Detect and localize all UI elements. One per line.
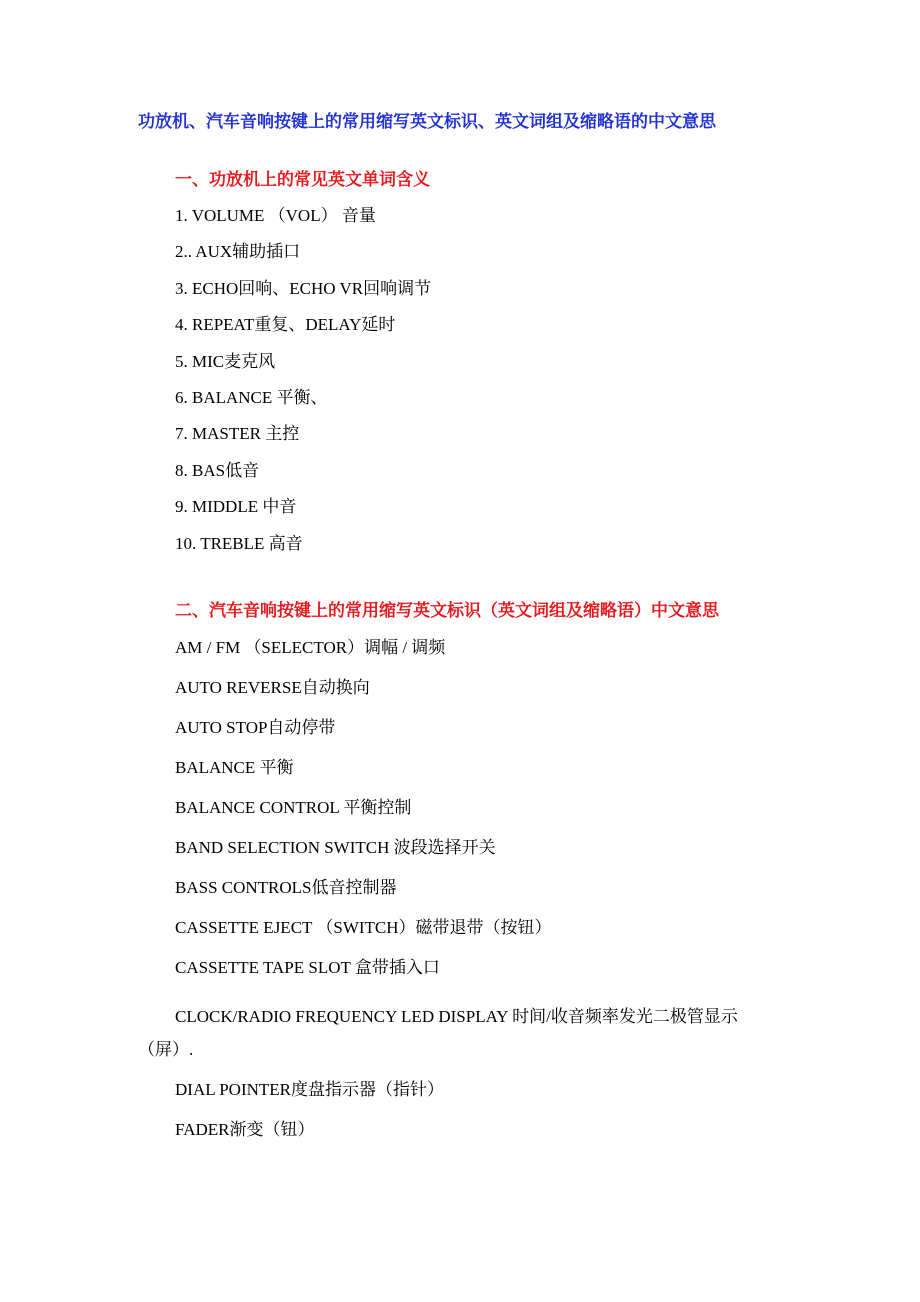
list-item: BALANCE CONTROL 平衡控制 [175, 798, 412, 817]
list-item: BASS CONTROLS低音控制器 [175, 878, 397, 897]
list-item: CASSETTE TAPE SLOT 盒带插入口 [175, 958, 440, 977]
list-item: 10. TREBLE 高音 [175, 534, 303, 553]
list-item: 7. MASTER 主控 [175, 424, 300, 443]
section-2-heading: 二、汽车音响按键上的常用缩写英文标识（英文词组及缩略语）中文意思 [175, 601, 719, 620]
list-item: 5. MIC麦克风 [175, 352, 276, 371]
section-1-heading: 一、功放机上的常见英文单词含义 [175, 170, 430, 189]
list-item: 4. REPEAT重复、DELAY延时 [175, 315, 396, 334]
list-item: 2.. AUX辅助插口 [175, 242, 301, 261]
list-item: 3. ECHO回响、ECHO VR回响调节 [175, 279, 432, 298]
list-item: DIAL POINTER度盘指示器（指针） [175, 1080, 444, 1099]
list-item: BALANCE 平衡 [175, 758, 294, 777]
list-item: CASSETTE EJECT （SWITCH）磁带退带（按钮） [175, 918, 552, 937]
list-item: 9. MIDDLE 中音 [175, 497, 297, 516]
list-item: AUTO REVERSE自动换向 [175, 678, 370, 697]
list-item: AUTO STOP自动停带 [175, 718, 336, 737]
list-item: FADER渐变（钮） [175, 1120, 315, 1139]
list-item: BAND SELECTION SWITCH 波段选择开关 [175, 838, 496, 857]
list-item: CLOCK/RADIO FREQUENCY LED DISPLAY 时间/收音频率发光二极管显示（屏）. [138, 1007, 738, 1059]
list-item: AM / FM （SELECTOR）调幅 / 调频 [175, 638, 446, 657]
list-item: 8. BAS低音 [175, 461, 260, 480]
list-item: 1. VOLUME （VOL） 音量 [175, 206, 376, 225]
list-item: 6. BALANCE 平衡、 [175, 388, 328, 407]
document-title: 功放机、汽车音响按键上的常用缩写英文标识、英文词组及缩略语的中文意思 [138, 112, 716, 131]
